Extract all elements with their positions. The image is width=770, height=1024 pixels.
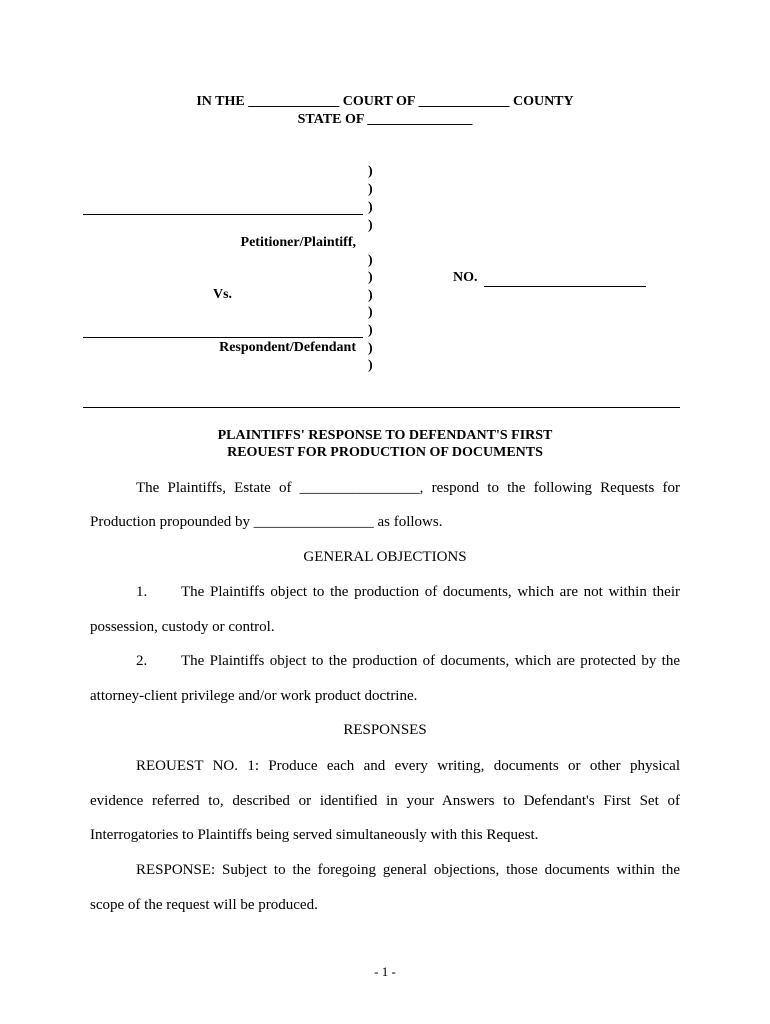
responses-heading: RESPONSES: [343, 722, 427, 738]
request-1-line3: Interrogatories to Plaintiffs being served simultaneously with this Request.: [90, 827, 539, 843]
general-objections-heading: GENERAL OBJECTIONS: [303, 549, 467, 565]
case-number-blank: [484, 286, 646, 287]
vs-label: Vs.: [213, 287, 233, 302]
petitioner-name-blank: [83, 214, 363, 215]
caption-paren: ): [368, 164, 373, 179]
respondent-name-blank: [83, 337, 363, 338]
caption-paren: ): [368, 218, 373, 233]
objection-2-line2: attorney-client privilege and/or work product doctrine.: [90, 688, 418, 704]
request-1-line1: REOUEST NO. 1: Produce each and every writing, documents or other physical: [136, 758, 680, 774]
response-1-line2: scope of the request will be produced.: [90, 897, 318, 913]
objection-2-text: The Plaintiffs object to the production of documents, which are protected by the: [181, 653, 680, 669]
caption-paren: ): [368, 288, 373, 303]
page-number: - 1 -: [374, 964, 396, 979]
caption-paren: ): [368, 270, 373, 285]
objection-2-number: 2.: [136, 653, 148, 669]
response-1-line1: RESPONSE: Subject to the foregoing general objections, those documents within the: [136, 862, 680, 878]
caption-separator: [83, 407, 680, 408]
court-caption-line: IN THE _____________ COURT OF _____________ COUNTY: [196, 94, 574, 109]
caption-paren: ): [368, 341, 373, 356]
caption-paren: ): [368, 182, 373, 197]
petitioner-label: Petitioner/Plaintiff,: [240, 235, 356, 250]
objection-1-number: 1.: [136, 584, 148, 600]
objection-1-line1: [136, 584, 680, 601]
objection-2-line1: [136, 653, 680, 670]
state-caption-line: STATE OF _______________: [297, 112, 473, 127]
intro-line1: The Plaintiffs, Estate of ________________, respond to the following Requests for: [136, 480, 680, 496]
intro-line2: Production propounded by ________________ as follows.: [90, 514, 443, 530]
request-1-line2: evidence referred to, described or identified in your Answers to Defendant's First Set of: [90, 793, 680, 809]
respondent-label: Respondent/Defendant: [219, 340, 356, 355]
document-title-line2: REOUEST FOR PRODUCTION OF DOCUMENTS: [227, 445, 543, 460]
case-number-label: NO.: [453, 270, 478, 285]
caption-paren: ): [368, 358, 373, 373]
caption-paren: ): [368, 305, 373, 320]
objection-1-text: The Plaintiffs object to the production of documents, which are not within their: [181, 584, 680, 600]
caption-paren: ): [368, 323, 373, 338]
caption-paren: ): [368, 253, 373, 268]
objection-1-line2: possession, custody or control.: [90, 619, 275, 635]
caption-paren: ): [368, 200, 373, 215]
document-title-line1: PLAINTIFFS' RESPONSE TO DEFENDANT'S FIRST: [217, 428, 553, 443]
